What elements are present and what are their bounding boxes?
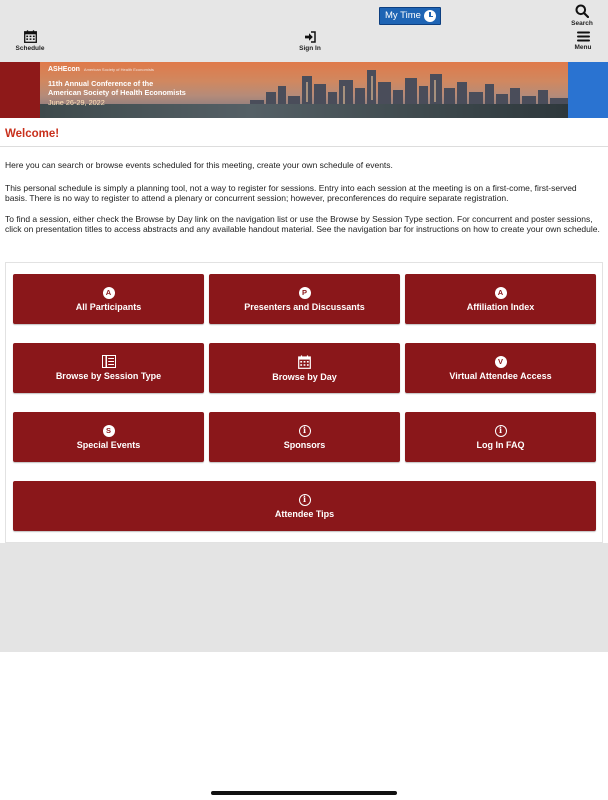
attendee-tips-button[interactable] xyxy=(13,481,596,531)
menu-label: Menu xyxy=(574,44,592,51)
banner-dates: June 26-29, 2022 xyxy=(48,98,105,107)
hamburger-icon xyxy=(577,31,590,42)
button-label: Browse by Day xyxy=(272,371,337,382)
button-label: Affiliation Index xyxy=(466,301,535,312)
banner-text xyxy=(48,66,248,107)
banner-side-panel xyxy=(568,62,608,118)
calendar-icon xyxy=(24,30,37,43)
all-participants-button[interactable] xyxy=(13,274,204,324)
menu-button[interactable] xyxy=(570,31,596,51)
banner-title-line1: 11th Annual Conference of the xyxy=(48,79,154,88)
button-label: Attendee Tips xyxy=(274,508,335,519)
find-session-paragraph: To find a session, either check the Browse by Day link on the navigation list or use the Browse by Session Type section. For concurrent and poster sessions, click on presentation titles to access abstracts and any available handout material. See the navigation bar for instructions on how to create your own schedule. xyxy=(5,213,600,234)
button-label: All Participants xyxy=(75,301,142,312)
button-label: Presenters and Discussants xyxy=(244,301,365,312)
info-icon: i xyxy=(299,425,311,437)
button-label: Log In FAQ xyxy=(476,439,525,450)
schedule-label: Schedule xyxy=(15,45,45,52)
log-in-faq-button[interactable] xyxy=(405,412,596,462)
banner-title-line2: American Society of Health Economists xyxy=(48,87,186,97)
search-button[interactable] xyxy=(568,4,596,27)
virtual-attendee-access-button[interactable] xyxy=(405,343,596,393)
my-time-label: My Time xyxy=(385,10,421,21)
navigation-button-grid xyxy=(5,262,603,543)
special-events-button[interactable] xyxy=(13,412,204,462)
letter-s-icon: S xyxy=(103,425,115,437)
top-toolbar xyxy=(0,0,608,62)
presenters-discussants-button[interactable] xyxy=(209,274,400,324)
letter-v-icon: V xyxy=(495,356,507,368)
sign-in-button[interactable] xyxy=(294,31,326,52)
home-indicator[interactable] xyxy=(211,791,397,795)
info-icon: i xyxy=(495,425,507,437)
info-icon: i xyxy=(299,494,311,506)
button-label: Browse by Session Type xyxy=(55,371,162,381)
search-icon xyxy=(575,4,589,18)
footer-gray-area xyxy=(0,543,608,652)
conference-banner xyxy=(0,62,608,118)
affiliation-index-button[interactable] xyxy=(405,274,596,324)
sign-in-icon xyxy=(304,31,316,43)
my-time-button[interactable] xyxy=(379,7,441,25)
main-content xyxy=(0,118,608,235)
intro-paragraph: Here you can search or browse events scheduled for this meeting, create your own schedule of events. xyxy=(5,160,393,170)
button-label: Sponsors xyxy=(283,439,326,450)
search-label: Search xyxy=(571,20,593,27)
sponsors-button[interactable] xyxy=(209,412,400,462)
heading-divider xyxy=(0,146,608,147)
letter-p-icon: P xyxy=(299,287,311,299)
button-label: Special Events xyxy=(76,439,141,450)
browse-session-type-button[interactable] xyxy=(13,343,204,393)
session-type-icon xyxy=(102,355,116,368)
sign-in-label: Sign In xyxy=(299,45,321,52)
clock-icon xyxy=(424,10,436,22)
ashecon-logo: ASHEcon American Society of Health Economists xyxy=(48,66,154,73)
letter-a-icon: A xyxy=(495,287,507,299)
planning-tool-paragraph: This personal schedule is simply a planning tool, not a way to register for sessions. Entry into each session at the meeting is on a first-come, first-served basis. There is no way to register to attend a plenary or concurrent session; however, preconferences do require separate registration. xyxy=(5,182,577,203)
calendar-icon xyxy=(298,355,311,369)
welcome-heading: Welcome! xyxy=(5,128,60,140)
schedule-button[interactable] xyxy=(13,30,47,52)
browse-by-day-button[interactable] xyxy=(209,343,400,393)
letter-a-icon: A xyxy=(103,287,115,299)
button-label: Virtual Attendee Access xyxy=(449,370,552,381)
